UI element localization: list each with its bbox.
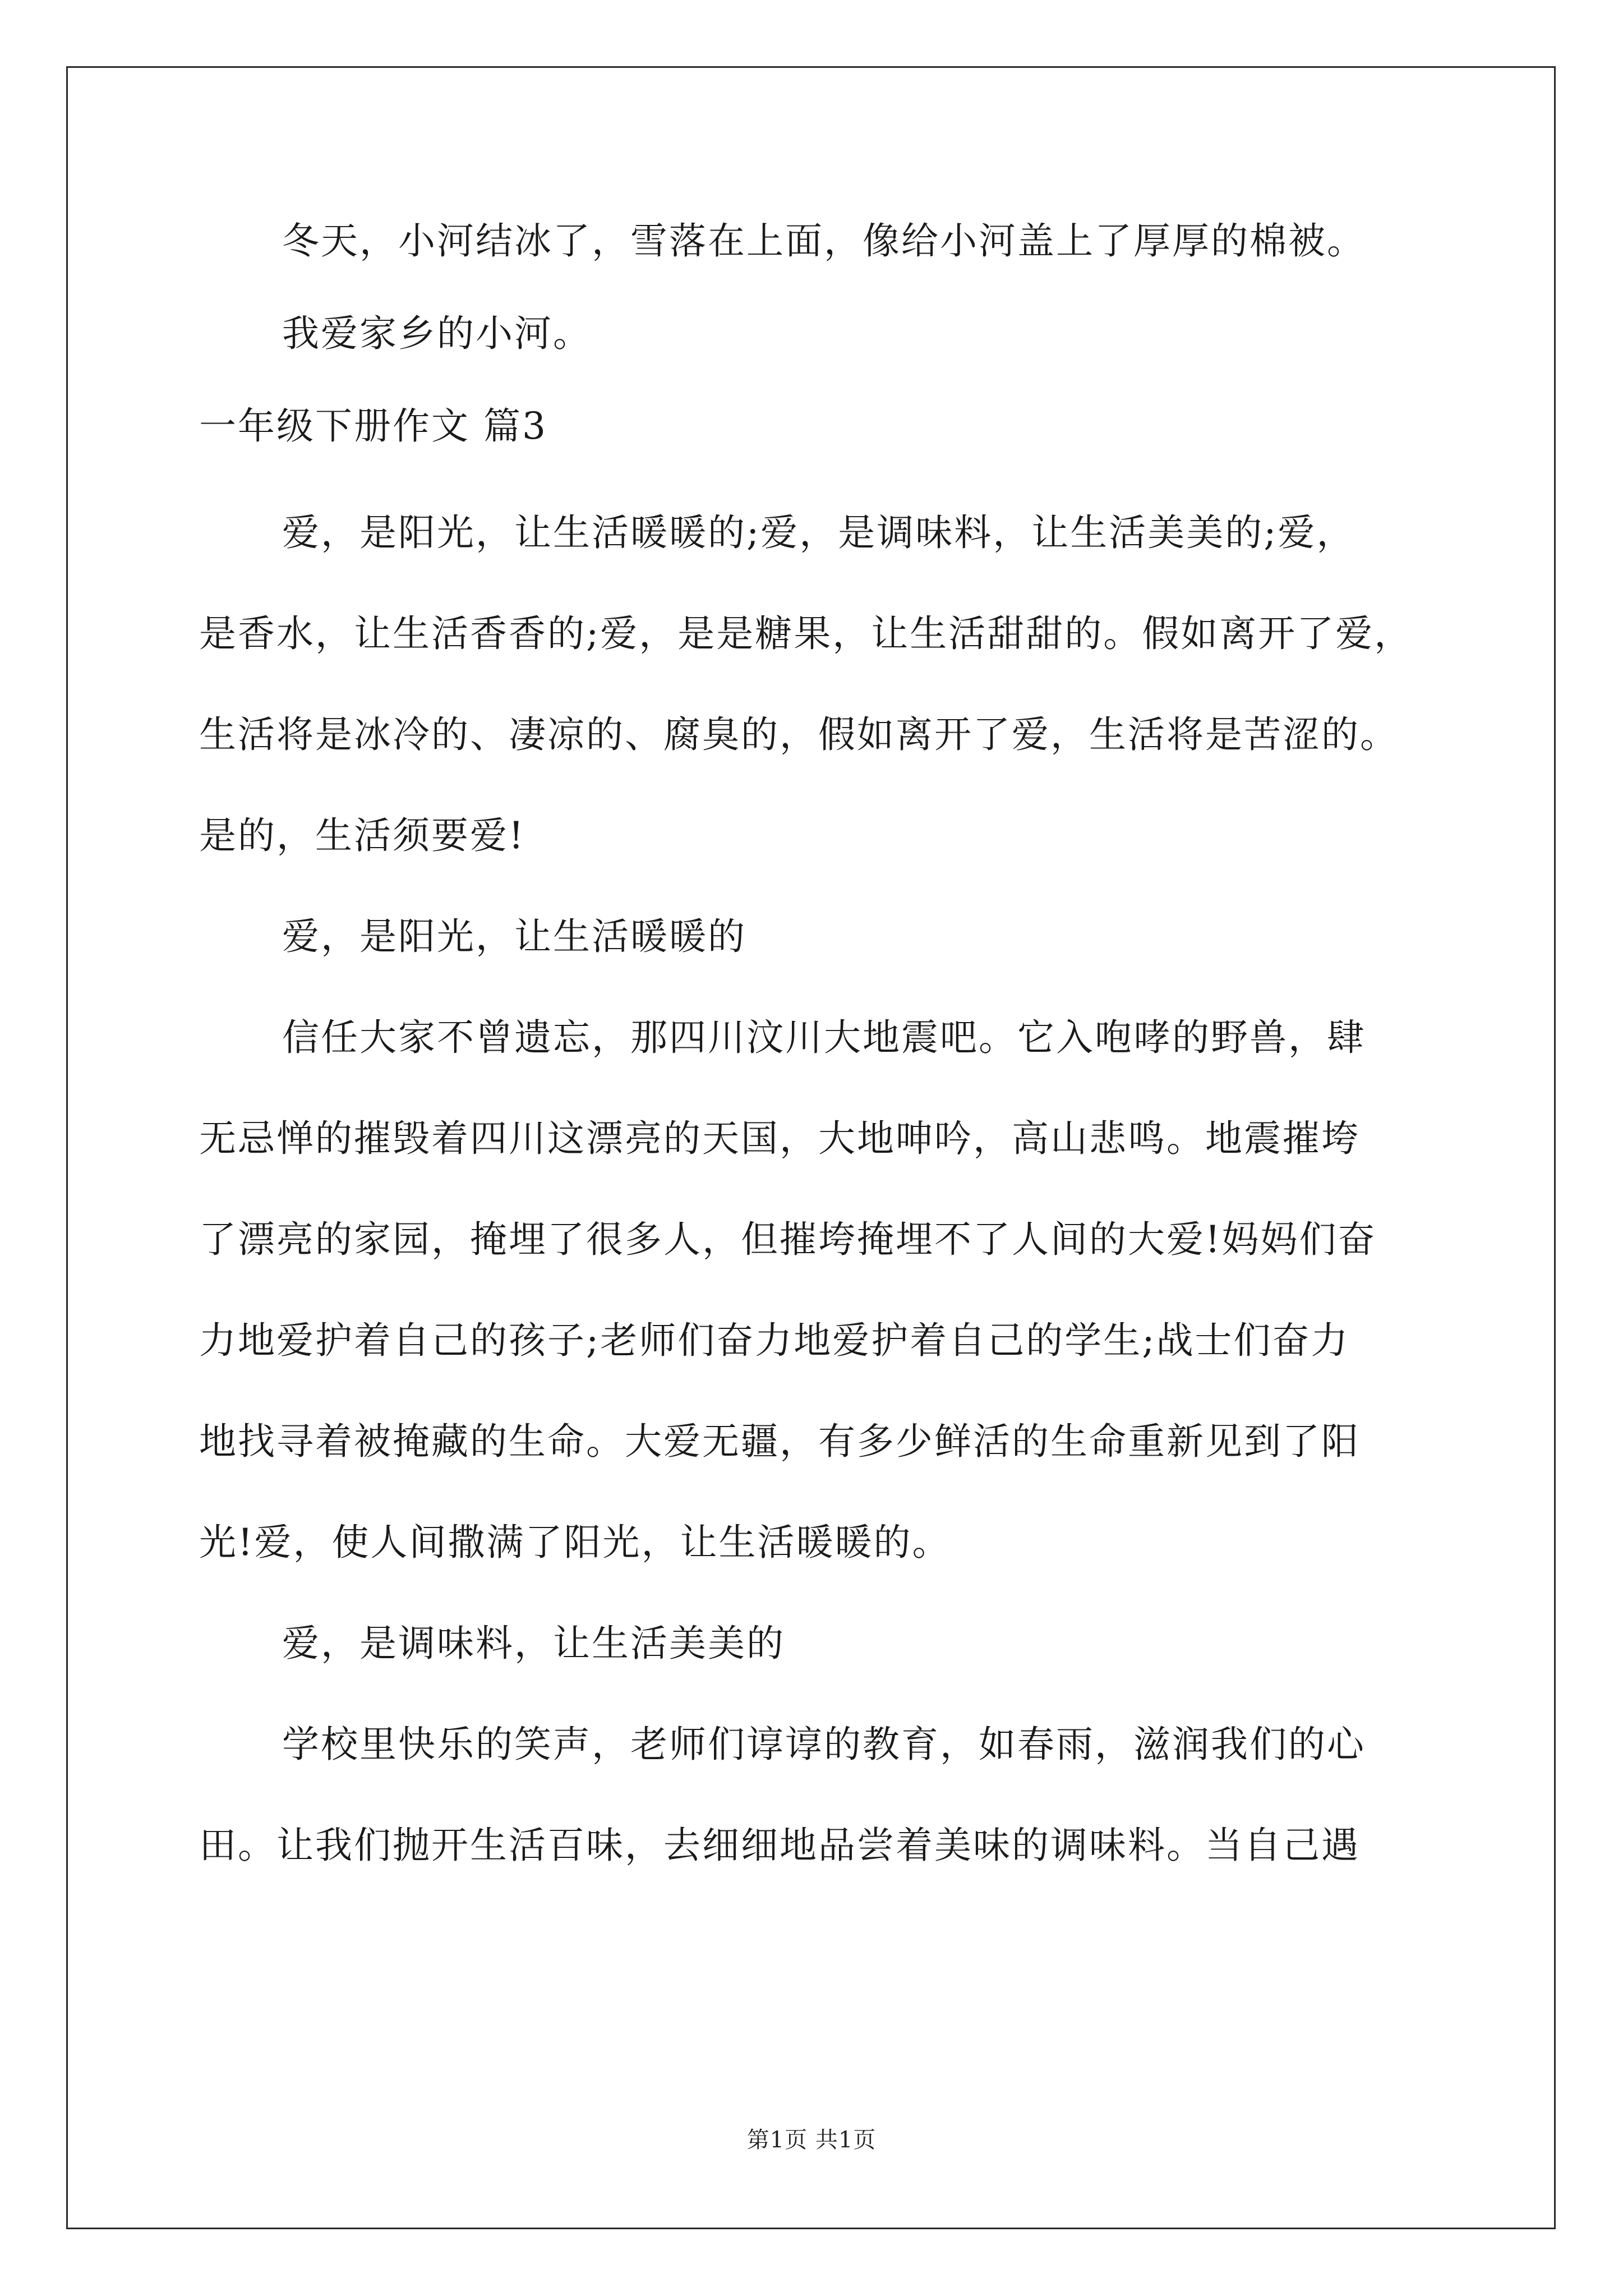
paragraph-line: 无忌惮的摧毁着四川这漂亮的天国，大地呻吟，高山悲鸣。地震摧垮 [199, 1117, 1360, 1160]
paragraph-line: 力地爱护着自己的孩子;老师们奋力地爱护着自己的学生;战士们奋力 [199, 1319, 1350, 1362]
paragraph-line: 了漂亮的家园，掩埋了很多人，但摧垮掩埋不了人间的大爱!妈妈们奋 [199, 1218, 1377, 1261]
paragraph-line: 是香水，让生活香香的;爱，是是糖果，让生活甜甜的。假如离开了爱， [199, 612, 1413, 655]
subheading-line: 爱，是阳光，让生活暖暖的 [282, 915, 746, 958]
paragraph-line: 是的，生活须要爱! [199, 814, 525, 857]
paragraph-line: 光!爱，使人间撒满了阳光，让生活暖暖的。 [199, 1521, 951, 1564]
page-footer: 第1页 共1页 [746, 2127, 877, 2153]
paragraph-line: 我爱家乡的小河。 [282, 312, 592, 355]
paragraph-line: 生活将是冰冷的、凄凉的、腐臭的，假如离开了爱，生活将是苦涩的。 [199, 713, 1399, 756]
paragraph-line: 学校里快乐的笑声，老师们谆谆的教育，如春雨，滋润我们的心 [282, 1723, 1366, 1766]
paragraph-line: 地找寻着被掩藏的生命。大爱无疆，有多少鲜活的生命重新见到了阳 [199, 1420, 1360, 1463]
section-heading: 一年级下册作文 篇3 [199, 404, 547, 448]
paragraph-line: 田。让我们抛开生活百味，去细细地品尝着美味的调味料。当自己遇 [199, 1824, 1360, 1867]
paragraph-line: 爱，是阳光，让生活暖暖的;爱，是调味料，让生活美美的;爱， [282, 511, 1355, 554]
paragraph-line: 冬天，小河结冰了，雪落在上面，像给小河盖上了厚厚的棉被。 [282, 219, 1366, 263]
paragraph-line: 信任大家不曾遗忘，那四川汶川大地震吧。它入咆哮的野兽，肆 [282, 1016, 1366, 1059]
subheading-line: 爱，是调味料，让生活美美的 [282, 1622, 785, 1665]
